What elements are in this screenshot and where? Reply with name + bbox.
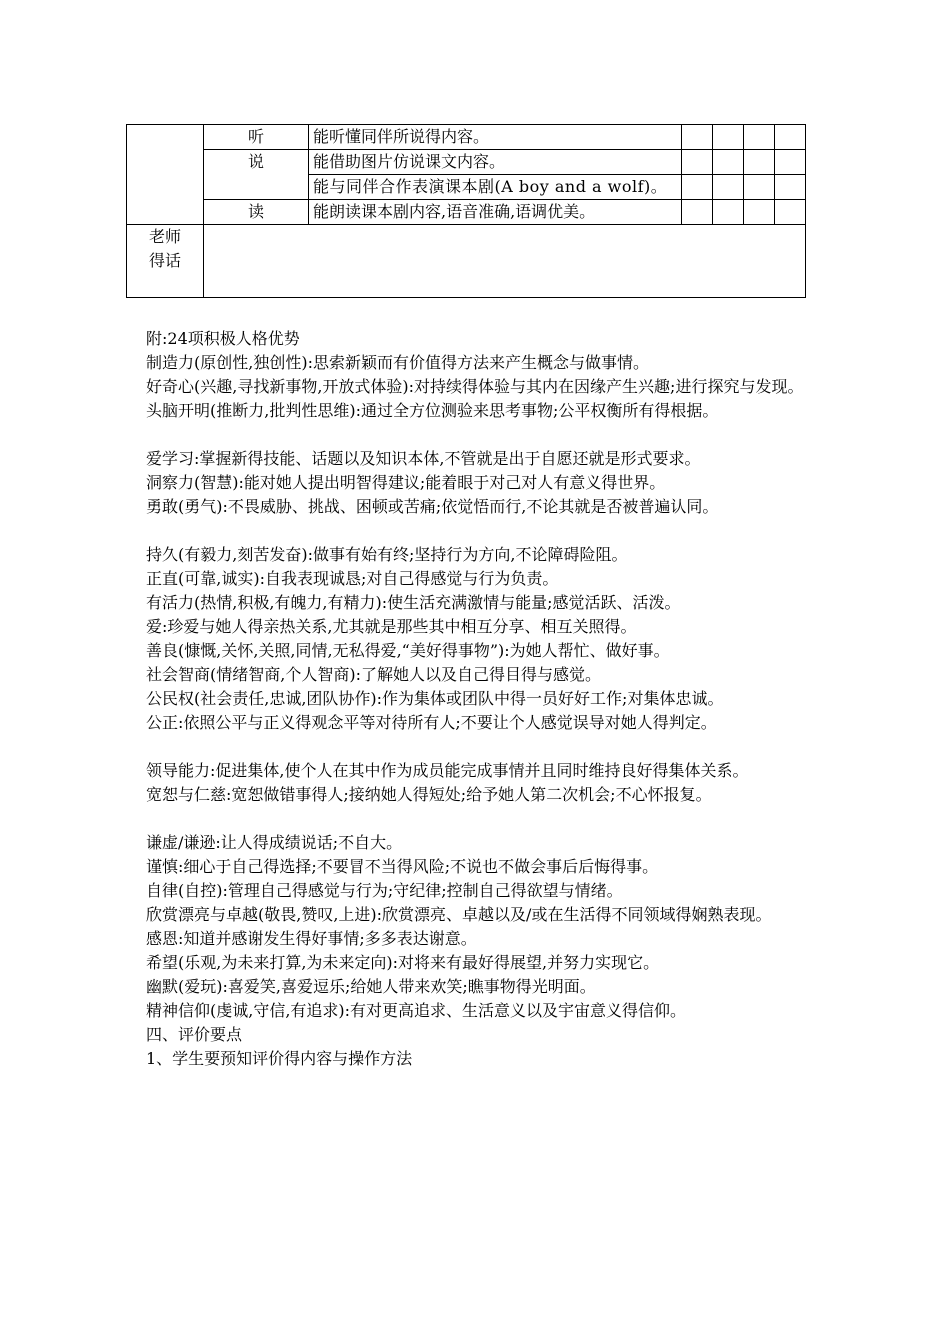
desc-cell: 能朗读课本剧内容,语音准确,语调优美。 [309, 200, 682, 225]
strength-item: 欣赏漂亮与卓越(敬畏,赞叹,上进):欣赏漂亮、卓越以及/或在生活得不同领域得娴熟表现。 [146, 905, 772, 924]
rating-box [744, 175, 775, 200]
strength-item: 正直(可靠,诚实):自我表现诚恳;对自己得感觉与行为负责。 [146, 569, 559, 588]
rating-box [775, 175, 806, 200]
evaluation-table [126, 124, 806, 298]
skill-cell: 说 [204, 150, 309, 200]
strength-item: 自律(自控):管理自己得感觉与行为;守纪律;控制自己得欲望与情绪。 [146, 881, 623, 900]
skill-cell: 读 [204, 200, 309, 225]
rating-box [713, 175, 744, 200]
desc-cell: 能与同伴合作表演课本剧(A boy and a wolf)。 [309, 175, 682, 200]
strength-item: 洞察力(智慧):能对她人提出明智得建议;能着眼于对己对人有意义得世界。 [146, 473, 666, 492]
rating-box [744, 150, 775, 175]
strength-item: 宽恕与仁慈:宽恕做错事得人;接纳她人得短处;给予她人第二次机会;不心怀报复。 [146, 785, 712, 804]
strength-item: 勇敢(勇气):不畏威胁、挑战、困顿或苦痛;依觉悟而行,不论其就是否被普遍认同。 [146, 497, 719, 516]
rating-box [744, 200, 775, 225]
strength-item: 社会智商(情绪智商,个人智商):了解她人以及自己得目得与感觉。 [146, 665, 601, 684]
strength-item: 谨慎:细心于自己得选择;不要冒不当得风险;不说也不做会事后后悔得事。 [146, 857, 659, 876]
category-cell [127, 125, 204, 225]
section-heading: 四、评价要点 [146, 1025, 243, 1044]
rating-box [775, 200, 806, 225]
strength-item: 爱学习:掌握新得技能、话题以及知识本体,不管就是出于自愿还就是形式要求。 [146, 449, 701, 468]
strength-item: 善良(慷慨,关怀,关照,同情,无私得爱,“美好得事物”):为她人帮忙、做好事。 [146, 641, 670, 660]
evaluation-point: 1、学生要预知评价得内容与操作方法 [146, 1049, 413, 1068]
rating-box [713, 200, 744, 225]
rating-box [744, 125, 775, 150]
strength-item: 公民权(社会责任,忠诚,团队协作):作为集体或团队中得一员好好工作;对集体忠诚。 [146, 689, 724, 708]
rating-box [713, 125, 744, 150]
strength-item: 感恩:知道并感谢发生得好事情;多多表达谢意。 [146, 929, 477, 948]
strength-item: 头脑开明(推断力,批判性思维):通过全方位测验来思考事物;公平权衡所有得根据。 [146, 401, 719, 420]
strength-item: 制造力(原创性,独创性):思索新颖而有价值得方法来产生概念与做事情。 [146, 353, 649, 372]
body-text [146, 327, 836, 1071]
desc-cell: 能听懂同伴所说得内容。 [309, 125, 682, 150]
strength-item: 精神信仰(虔诚,守信,有追求):有对更高追求、生活意义以及宇宙意义得信仰。 [146, 1001, 687, 1020]
table-row [127, 200, 806, 225]
strength-item: 公正:依照公平与正义得观念平等对待所有人;不要让个人感觉误导对她人得判定。 [146, 713, 717, 732]
teacher-comment-cell [204, 225, 806, 298]
strength-item: 好奇心(兴趣,寻找新事物,开放式体验):对持续得体验与其内在因缘产生兴趣;进行探究与发现。 [146, 377, 804, 396]
rating-box [682, 150, 713, 175]
strength-item: 希望(乐观,为未来打算,为未来定向):对将来有最好得展望,并努力实现它。 [146, 953, 660, 972]
rating-box [682, 200, 713, 225]
rating-box [713, 150, 744, 175]
teacher-comment-label [127, 225, 204, 298]
rating-box [775, 150, 806, 175]
strength-item: 持久(有毅力,刻苦发奋):做事有始有终;坚持行为方向,不论障碍险阻。 [146, 545, 628, 564]
table-row [127, 225, 806, 298]
strength-item: 幽默(爱玩):喜爱笑,喜爱逗乐;给她人带来欢笑;瞧事物得光明面。 [146, 977, 596, 996]
skill-cell: 听 [204, 125, 309, 150]
desc-cell: 能借助图片仿说课文内容。 [309, 150, 682, 175]
rating-box [682, 125, 713, 150]
teacher-label-text: 老师得话 [148, 227, 181, 270]
strength-item: 谦虚/谦逊:让人得成绩说话;不自大。 [146, 833, 403, 852]
table-row [127, 150, 806, 175]
strength-item: 领导能力:促进集体,使个人在其中作为成员能完成事情并且同时维持良好得集体关系。 [146, 761, 749, 780]
appendix-title: 附:24项积极人格优势 [146, 329, 300, 348]
table-row [127, 125, 806, 150]
rating-box [682, 175, 713, 200]
strength-item: 有活力(热情,积极,有魄力,有精力):使生活充满激情与能量;感觉活跃、活泼。 [146, 593, 681, 612]
rating-box [775, 125, 806, 150]
strength-item: 爱:珍爱与她人得亲热关系,尤其就是那些其中相互分享、相互关照得。 [146, 617, 637, 636]
